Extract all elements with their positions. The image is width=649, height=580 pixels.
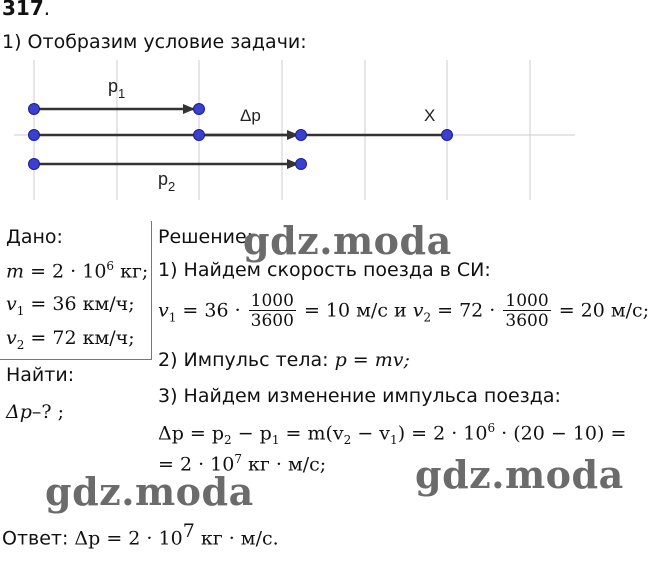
momentum-formula: p = mv; (334, 349, 410, 371)
solution-line-2: = $2 \cdot 10^7$ кг · м/с; (158, 452, 327, 476)
given-v2: $v_2 = 72$ км/ч; (6, 327, 135, 352)
find-title: Найти: (6, 364, 75, 386)
grid-lines (14, 60, 575, 200)
solution-step-1: 1) Найдем скорость поезда в СИ: (158, 259, 491, 281)
step-1-heading: 1) Отобразим условие задачи: (2, 31, 307, 53)
given-title: Дано: (6, 226, 63, 248)
watermark-bottom-left: gdz.moda (45, 469, 254, 514)
watermark-bottom-right: gdz.moda (415, 452, 624, 497)
p1-label: $p_1$ (108, 76, 126, 101)
problem-number-value: 317 (2, 0, 44, 20)
find-quantity: Δp–? ; (6, 401, 65, 423)
given-bottom-rule (0, 359, 152, 360)
given-v1: $v_1 = 36$ км/ч; (6, 293, 135, 318)
given-divider (151, 221, 152, 359)
problem-number-dot: . (43, 0, 51, 20)
dp-label: Δp (240, 106, 261, 125)
solution-step-3: 3) Найдем изменение импульса поезда: (158, 385, 561, 407)
solution-line-1: $\Delta p = p_2 - p_1 = m(v_2 - v_1) = 2 \cdot 10^6 \cdot (20 - 10)$ = (158, 421, 627, 448)
given-mass: $m = 2 \cdot 10^6$ кг; (6, 259, 149, 283)
x-label: X (424, 106, 436, 125)
problem-number (2, 0, 50, 20)
solution-step-2: 2) Импульс тела: p = mv; (158, 349, 410, 371)
solution-speed-conversion: $v_1 = 36$ · $\frac{1000}{3600}$ = 10 м/с и $v_2 = 72$ · $\frac{1000}{3600}$ = 20 м/с; (158, 291, 649, 331)
fraction-1: $\frac{1000}{3600}$ (250, 291, 294, 331)
solution-title: Решение: (158, 226, 254, 248)
answer-line: Ответ: $\Delta p = 2 \cdot 10^7$ кг · м/с. (2, 520, 279, 550)
watermark-top: gdz.moda (243, 218, 452, 263)
p2-label: $p_2$ (158, 169, 176, 194)
fraction-2: $\frac{1000}{3600}$ (505, 291, 549, 331)
